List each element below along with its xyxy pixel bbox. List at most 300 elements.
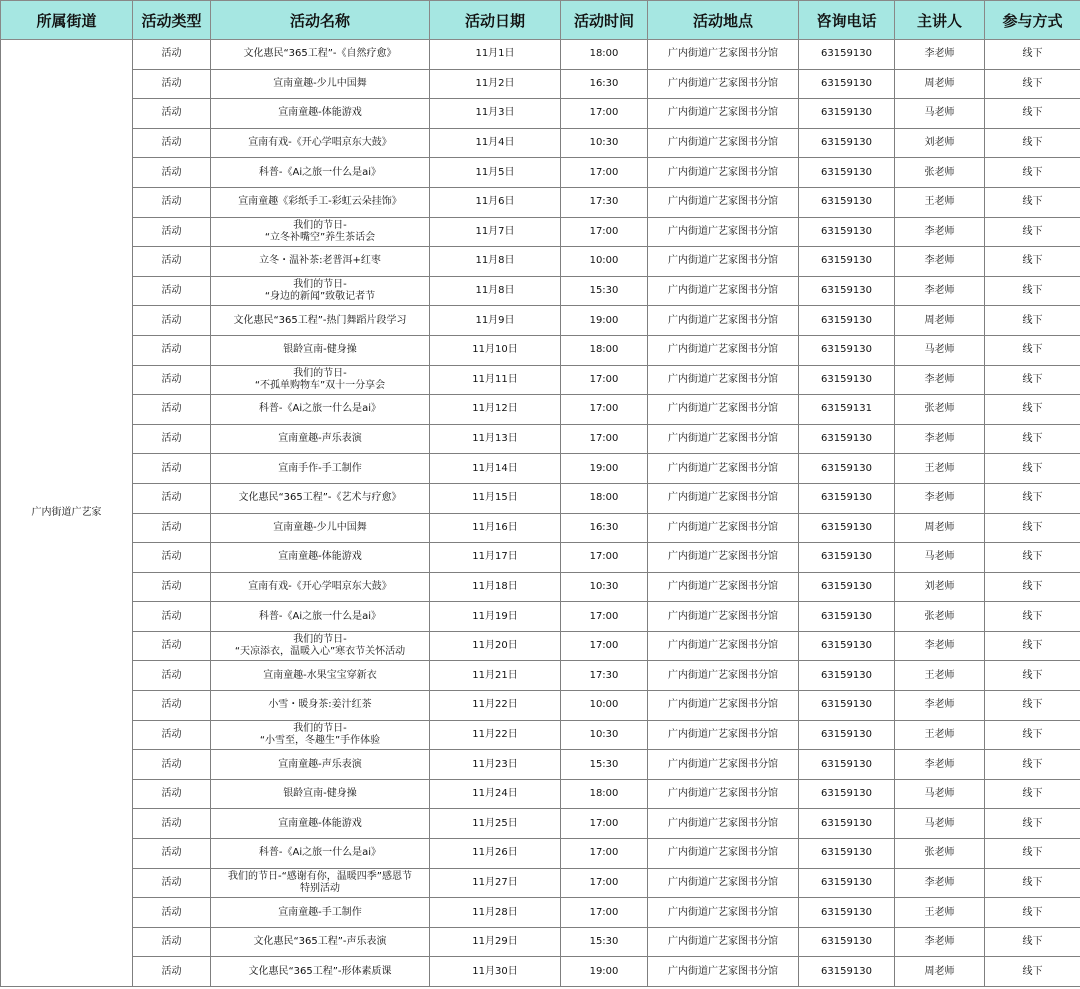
activity-place-cell: 广内街道广艺家图书分馆 — [648, 335, 799, 365]
activity-name-line: 文化惠民“365工程”-形体素质课 — [248, 965, 392, 977]
activity-place-cell: 广内街道广艺家图书分馆 — [648, 483, 799, 513]
phone-cell: 63159130 — [799, 217, 895, 247]
activity-place-cell: 广内街道广艺家图书分馆 — [648, 572, 799, 602]
activity-date-cell: 11月19日 — [430, 602, 561, 632]
phone-cell: 63159130 — [799, 306, 895, 336]
activity-date-cell: 11月15日 — [430, 483, 561, 513]
activity-place-cell: 广内街道广艺家图书分馆 — [648, 839, 799, 869]
activity-name-line: 科普-《Ai之旅一什么是ai》 — [258, 847, 382, 859]
activity-name-line-2: “小雪至，冬趣生”手作体验 — [259, 734, 381, 746]
activity-type-cell: 活动 — [133, 217, 211, 247]
activity-name-cell — [211, 691, 430, 721]
activity-time-cell: 10:30 — [561, 128, 648, 158]
activity-time-cell: 18:00 — [561, 40, 648, 70]
activity-type-cell: 活动 — [133, 365, 211, 395]
participation-mode-cell: 线下 — [985, 868, 1080, 898]
activity-name-cell — [211, 128, 430, 158]
participation-mode-cell: 线下 — [985, 69, 1080, 99]
activity-name-cell — [211, 543, 430, 573]
activity-name-cell — [211, 335, 430, 365]
street-cell: 广内街道广艺家 — [1, 40, 133, 987]
activity-place-cell: 广内街道广艺家图书分馆 — [648, 454, 799, 484]
phone-cell: 63159130 — [799, 750, 895, 780]
participation-mode-cell: 线下 — [985, 483, 1080, 513]
activity-name-line: 科普-《Ai之旅一什么是ai》 — [258, 403, 382, 415]
table-row — [1, 395, 1080, 425]
activity-type-cell: 活动 — [133, 128, 211, 158]
participation-mode-cell: 线下 — [985, 543, 1080, 573]
participation-mode-cell: 线下 — [985, 809, 1080, 839]
activity-type-cell: 活动 — [133, 513, 211, 543]
activity-place-cell: 广内街道广艺家图书分馆 — [648, 720, 799, 750]
activity-date-cell: 11月6日 — [430, 187, 561, 217]
activity-date-cell: 11月14日 — [430, 454, 561, 484]
participation-mode-cell: 线下 — [985, 750, 1080, 780]
activity-name-cell — [211, 631, 430, 661]
activity-name-line: 科普-《Ai之旅一什么是ai》 — [258, 166, 382, 178]
speaker-cell: 刘老师 — [895, 572, 985, 602]
activity-type-cell: 活动 — [133, 335, 211, 365]
phone-cell: 63159130 — [799, 365, 895, 395]
activity-name-line: 我们的节日-“感谢有你，温暖四季”感恩节 — [228, 870, 412, 882]
activity-time-cell: 17:00 — [561, 898, 648, 928]
table-row — [1, 602, 1080, 632]
activity-place-cell: 广内街道广艺家图书分馆 — [648, 927, 799, 957]
activity-type-cell: 活动 — [133, 543, 211, 573]
speaker-cell: 王老师 — [895, 898, 985, 928]
activity-type-cell: 活动 — [133, 868, 211, 898]
activity-type-cell: 活动 — [133, 483, 211, 513]
activity-name-cell — [211, 957, 430, 987]
activity-type-cell: 活动 — [133, 779, 211, 809]
speaker-cell: 李老师 — [895, 868, 985, 898]
activity-name-cell — [211, 40, 430, 70]
activity-name-line: 宣南童趣-体能游戏 — [278, 817, 362, 829]
table-row — [1, 306, 1080, 336]
table-row — [1, 424, 1080, 454]
activity-date-cell: 11月3日 — [430, 99, 561, 129]
activity-time-cell: 10:30 — [561, 720, 648, 750]
speaker-cell: 马老师 — [895, 809, 985, 839]
header-activity-name: 活动名称 — [211, 1, 430, 40]
activity-type-cell: 活动 — [133, 40, 211, 70]
participation-mode-cell: 线下 — [985, 99, 1080, 129]
phone-cell: 63159130 — [799, 40, 895, 70]
activity-date-cell: 11月18日 — [430, 572, 561, 602]
phone-cell: 63159131 — [799, 395, 895, 425]
activity-date-cell: 11月22日 — [430, 720, 561, 750]
activity-time-cell: 19:00 — [561, 306, 648, 336]
activity-place-cell: 广内街道广艺家图书分馆 — [648, 868, 799, 898]
speaker-cell: 李老师 — [895, 691, 985, 721]
header-row — [1, 1, 1080, 40]
speaker-cell: 李老师 — [895, 483, 985, 513]
activity-time-cell: 18:00 — [561, 779, 648, 809]
activity-date-cell: 11月21日 — [430, 661, 561, 691]
activity-type-cell: 活动 — [133, 957, 211, 987]
activity-time-cell: 15:30 — [561, 276, 648, 306]
activity-type-cell: 活动 — [133, 454, 211, 484]
activity-name-line: 小雪・暖身茶:姜汁红茶 — [268, 699, 372, 711]
activity-type-cell: 活动 — [133, 691, 211, 721]
activity-name-cell — [211, 424, 430, 454]
participation-mode-cell: 线下 — [985, 424, 1080, 454]
activity-type-cell: 活动 — [133, 631, 211, 661]
participation-mode-cell: 线下 — [985, 691, 1080, 721]
activity-name-line: 我们的节日- — [293, 279, 347, 291]
phone-cell: 63159130 — [799, 69, 895, 99]
participation-mode-cell: 线下 — [985, 839, 1080, 869]
activity-place-cell: 广内街道广艺家图书分馆 — [648, 395, 799, 425]
activity-name-cell — [211, 454, 430, 484]
activity-name-cell — [211, 158, 430, 188]
activity-name-line: 文化惠民“365工程”-热门舞蹈片段学习 — [233, 314, 407, 326]
activity-date-cell: 11月29日 — [430, 927, 561, 957]
activity-place-cell: 广内街道广艺家图书分馆 — [648, 750, 799, 780]
phone-cell: 63159130 — [799, 424, 895, 454]
speaker-cell: 周老师 — [895, 513, 985, 543]
activity-name-line: 我们的节日- — [293, 722, 347, 734]
phone-cell: 63159130 — [799, 602, 895, 632]
activity-time-cell: 17:00 — [561, 631, 648, 661]
activity-place-cell: 广内街道广艺家图书分馆 — [648, 128, 799, 158]
speaker-cell: 李老师 — [895, 631, 985, 661]
activity-time-cell: 10:00 — [561, 247, 648, 277]
activity-name-line: 银龄宣南-健身操 — [283, 344, 357, 356]
speaker-cell: 马老师 — [895, 99, 985, 129]
activity-name-line: 宣南童趣-体能游戏 — [278, 551, 362, 563]
activity-time-cell: 17:30 — [561, 661, 648, 691]
phone-cell: 63159130 — [799, 779, 895, 809]
phone-cell: 63159130 — [799, 631, 895, 661]
activity-name-line: 宣南童趣-少儿中国舞 — [273, 521, 367, 533]
activity-name-line: 宣南有戏-《开心学唱京东大鼓》 — [248, 137, 392, 149]
participation-mode-cell: 线下 — [985, 572, 1080, 602]
table-row — [1, 454, 1080, 484]
activity-name-cell — [211, 839, 430, 869]
activity-date-cell: 11月22日 — [430, 691, 561, 721]
activity-time-cell: 17:00 — [561, 839, 648, 869]
phone-cell: 63159130 — [799, 898, 895, 928]
activity-time-cell: 10:30 — [561, 572, 648, 602]
table-row — [1, 809, 1080, 839]
activity-place-cell: 广内街道广艺家图书分馆 — [648, 543, 799, 573]
speaker-cell: 李老师 — [895, 365, 985, 395]
participation-mode-cell: 线下 — [985, 306, 1080, 336]
table-row — [1, 661, 1080, 691]
activity-type-cell: 活动 — [133, 661, 211, 691]
activity-place-cell: 广内街道广艺家图书分馆 — [648, 631, 799, 661]
participation-mode-cell: 线下 — [985, 365, 1080, 395]
activity-type-cell: 活动 — [133, 839, 211, 869]
phone-cell: 63159130 — [799, 572, 895, 602]
participation-mode-cell: 线下 — [985, 631, 1080, 661]
activity-name-cell — [211, 809, 430, 839]
speaker-cell: 李老师 — [895, 927, 985, 957]
activity-date-cell: 11月16日 — [430, 513, 561, 543]
activity-time-cell: 19:00 — [561, 957, 648, 987]
phone-cell: 63159130 — [799, 247, 895, 277]
activity-name-cell — [211, 276, 430, 306]
activity-time-cell: 17:00 — [561, 395, 648, 425]
phone-cell: 63159130 — [799, 543, 895, 573]
participation-mode-cell: 线下 — [985, 40, 1080, 70]
activity-time-cell: 16:30 — [561, 69, 648, 99]
activity-time-cell: 17:30 — [561, 187, 648, 217]
speaker-cell: 王老师 — [895, 454, 985, 484]
activity-time-cell: 17:00 — [561, 602, 648, 632]
activity-place-cell: 广内街道广艺家图书分馆 — [648, 424, 799, 454]
activity-place-cell: 广内街道广艺家图书分馆 — [648, 158, 799, 188]
phone-cell: 63159130 — [799, 720, 895, 750]
participation-mode-cell: 线下 — [985, 927, 1080, 957]
activity-name-cell — [211, 513, 430, 543]
activity-date-cell: 11月30日 — [430, 957, 561, 987]
activity-name-line: 我们的节日- — [293, 219, 347, 231]
activity-time-cell: 18:00 — [561, 335, 648, 365]
activity-name-line: 宣南童趣《彩纸手工-彩虹云朵挂饰》 — [238, 196, 402, 208]
activity-date-cell: 11月10日 — [430, 335, 561, 365]
speaker-cell: 李老师 — [895, 247, 985, 277]
activity-place-cell: 广内街道广艺家图书分馆 — [648, 306, 799, 336]
table-row — [1, 69, 1080, 99]
activity-name-line: 宣南童趣-声乐表演 — [278, 433, 362, 445]
table-row — [1, 128, 1080, 158]
activity-name-cell — [211, 661, 430, 691]
activity-type-cell: 活动 — [133, 750, 211, 780]
activity-name-cell — [211, 779, 430, 809]
activity-type-cell: 活动 — [133, 809, 211, 839]
activity-type-cell: 活动 — [133, 69, 211, 99]
header-participation-mode: 参与方式 — [985, 1, 1080, 40]
activity-name-line: 立冬・温补茶:老普洱+红枣 — [259, 255, 381, 267]
activity-time-cell: 10:00 — [561, 691, 648, 721]
activity-place-cell: 广内街道广艺家图书分馆 — [648, 40, 799, 70]
participation-mode-cell: 线下 — [985, 602, 1080, 632]
speaker-cell: 李老师 — [895, 40, 985, 70]
activity-place-cell: 广内街道广艺家图书分馆 — [648, 99, 799, 129]
activity-time-cell: 17:00 — [561, 99, 648, 129]
speaker-cell: 马老师 — [895, 779, 985, 809]
participation-mode-cell: 线下 — [985, 454, 1080, 484]
speaker-cell: 王老师 — [895, 720, 985, 750]
activity-name-cell — [211, 187, 430, 217]
activity-time-cell: 17:00 — [561, 543, 648, 573]
activity-place-cell: 广内街道广艺家图书分馆 — [648, 779, 799, 809]
participation-mode-cell: 线下 — [985, 779, 1080, 809]
phone-cell: 63159130 — [799, 868, 895, 898]
activity-place-cell: 广内街道广艺家图书分馆 — [648, 69, 799, 99]
table-row — [1, 691, 1080, 721]
activity-date-cell: 11月2日 — [430, 69, 561, 99]
phone-cell: 63159130 — [799, 927, 895, 957]
speaker-cell: 李老师 — [895, 217, 985, 247]
activity-time-cell: 17:00 — [561, 365, 648, 395]
activity-date-cell: 11月27日 — [430, 868, 561, 898]
activity-name-line: 科普-《Ai之旅一什么是ai》 — [258, 610, 382, 622]
activity-type-cell: 活动 — [133, 99, 211, 129]
phone-cell: 63159130 — [799, 483, 895, 513]
table-row — [1, 779, 1080, 809]
table-body — [1, 40, 1080, 987]
activity-place-cell: 广内街道广艺家图书分馆 — [648, 276, 799, 306]
speaker-cell: 李老师 — [895, 424, 985, 454]
participation-mode-cell: 线下 — [985, 335, 1080, 365]
activity-name-cell — [211, 572, 430, 602]
activity-place-cell: 广内街道广艺家图书分馆 — [648, 365, 799, 395]
activity-date-cell: 11月17日 — [430, 543, 561, 573]
table-row — [1, 543, 1080, 573]
activity-date-cell: 11月26日 — [430, 839, 561, 869]
activity-date-cell: 11月11日 — [430, 365, 561, 395]
table-row — [1, 187, 1080, 217]
activity-type-cell: 活动 — [133, 158, 211, 188]
table-row — [1, 839, 1080, 869]
participation-mode-cell: 线下 — [985, 661, 1080, 691]
participation-mode-cell: 线下 — [985, 128, 1080, 158]
table-row — [1, 335, 1080, 365]
speaker-cell: 周老师 — [895, 957, 985, 987]
participation-mode-cell: 线下 — [985, 513, 1080, 543]
activity-name-line: 文化惠民“365工程”-声乐表演 — [253, 936, 387, 948]
phone-cell: 63159130 — [799, 335, 895, 365]
activity-name-cell — [211, 927, 430, 957]
phone-cell: 63159130 — [799, 454, 895, 484]
table-row — [1, 631, 1080, 661]
activity-date-cell: 11月8日 — [430, 247, 561, 277]
activity-time-cell: 15:30 — [561, 750, 648, 780]
activity-type-cell: 活动 — [133, 395, 211, 425]
participation-mode-cell: 线下 — [985, 957, 1080, 987]
header-street: 所属街道 — [1, 1, 133, 40]
speaker-cell: 周老师 — [895, 306, 985, 336]
phone-cell: 63159130 — [799, 276, 895, 306]
speaker-cell: 张老师 — [895, 158, 985, 188]
activity-name-line-2: “立冬补嘴空”养生茶话会 — [264, 231, 376, 243]
table-row — [1, 365, 1080, 395]
activity-name-line: 宣南有戏-《开心学唱京东大鼓》 — [248, 580, 392, 592]
table-row — [1, 927, 1080, 957]
table-row — [1, 750, 1080, 780]
activity-name-cell — [211, 217, 430, 247]
activity-name-cell — [211, 99, 430, 129]
activity-place-cell: 广内街道广艺家图书分馆 — [648, 187, 799, 217]
table-row — [1, 276, 1080, 306]
table-row — [1, 513, 1080, 543]
activity-name-line-2: “身边的新闻”致敬记者节 — [264, 291, 376, 303]
activity-name-cell — [211, 306, 430, 336]
activity-name-line: 宣南手作-手工制作 — [278, 462, 362, 474]
activity-name-cell — [211, 483, 430, 513]
activity-name-line: 宣南童趣-声乐表演 — [278, 758, 362, 770]
activity-type-cell: 活动 — [133, 602, 211, 632]
speaker-cell: 张老师 — [895, 395, 985, 425]
speaker-cell: 刘老师 — [895, 128, 985, 158]
phone-cell: 63159130 — [799, 513, 895, 543]
activity-name-line: 宣南童趣-手工制作 — [278, 906, 362, 918]
activity-place-cell: 广内街道广艺家图书分馆 — [648, 217, 799, 247]
activity-type-cell: 活动 — [133, 898, 211, 928]
activity-time-cell: 17:00 — [561, 809, 648, 839]
participation-mode-cell: 线下 — [985, 158, 1080, 188]
activity-name-line: 宣南童趣-水果宝宝穿新衣 — [263, 669, 377, 681]
activity-name-cell — [211, 247, 430, 277]
speaker-cell: 马老师 — [895, 335, 985, 365]
activity-date-cell: 11月23日 — [430, 750, 561, 780]
phone-cell: 63159130 — [799, 839, 895, 869]
activity-date-cell: 11月12日 — [430, 395, 561, 425]
activity-date-cell: 11月8日 — [430, 276, 561, 306]
table-row — [1, 99, 1080, 129]
activity-name-line: 银龄宣南-健身操 — [283, 788, 357, 800]
table-row — [1, 957, 1080, 987]
phone-cell: 63159130 — [799, 158, 895, 188]
speaker-cell: 王老师 — [895, 661, 985, 691]
participation-mode-cell: 线下 — [985, 217, 1080, 247]
activity-name-cell — [211, 365, 430, 395]
activity-date-cell: 11月20日 — [430, 631, 561, 661]
table-row — [1, 572, 1080, 602]
participation-mode-cell: 线下 — [985, 247, 1080, 277]
activity-name-cell — [211, 720, 430, 750]
activity-type-cell: 活动 — [133, 187, 211, 217]
participation-mode-cell: 线下 — [985, 395, 1080, 425]
header-activity-place: 活动地点 — [648, 1, 799, 40]
activity-name-line-2: 特别活动 — [300, 882, 340, 894]
table-row — [1, 247, 1080, 277]
activity-time-cell: 17:00 — [561, 217, 648, 247]
activity-place-cell: 广内街道广艺家图书分馆 — [648, 661, 799, 691]
activity-name-line: 宣南童趣-体能游戏 — [278, 107, 362, 119]
header-activity-time: 活动时间 — [561, 1, 648, 40]
activity-name-line: 宣南童趣-少儿中国舞 — [273, 77, 367, 89]
activity-name-cell — [211, 868, 430, 898]
activity-name-cell — [211, 69, 430, 99]
activity-date-cell: 11月7日 — [430, 217, 561, 247]
activity-time-cell: 15:30 — [561, 927, 648, 957]
activity-type-cell: 活动 — [133, 424, 211, 454]
phone-cell: 63159130 — [799, 809, 895, 839]
activity-date-cell: 11月9日 — [430, 306, 561, 336]
table-row — [1, 720, 1080, 750]
phone-cell: 63159130 — [799, 661, 895, 691]
header-speaker: 主讲人 — [895, 1, 985, 40]
activity-place-cell: 广内街道广艺家图书分馆 — [648, 691, 799, 721]
activity-time-cell: 19:00 — [561, 454, 648, 484]
phone-cell: 63159130 — [799, 691, 895, 721]
activity-place-cell: 广内街道广艺家图书分馆 — [648, 513, 799, 543]
table-row — [1, 158, 1080, 188]
activity-time-cell: 17:00 — [561, 424, 648, 454]
phone-cell: 63159130 — [799, 99, 895, 129]
activity-date-cell: 11月1日 — [430, 40, 561, 70]
speaker-cell: 马老师 — [895, 543, 985, 573]
table-row — [1, 217, 1080, 247]
participation-mode-cell: 线下 — [985, 898, 1080, 928]
activity-name-cell — [211, 395, 430, 425]
speaker-cell: 王老师 — [895, 187, 985, 217]
phone-cell: 63159130 — [799, 957, 895, 987]
activity-place-cell: 广内街道广艺家图书分馆 — [648, 898, 799, 928]
speaker-cell: 李老师 — [895, 750, 985, 780]
activity-date-cell: 11月25日 — [430, 809, 561, 839]
table-row — [1, 868, 1080, 898]
activity-time-cell: 16:30 — [561, 513, 648, 543]
activity-type-cell: 活动 — [133, 927, 211, 957]
activity-name-cell — [211, 602, 430, 632]
participation-mode-cell: 线下 — [985, 187, 1080, 217]
activity-type-cell: 活动 — [133, 720, 211, 750]
